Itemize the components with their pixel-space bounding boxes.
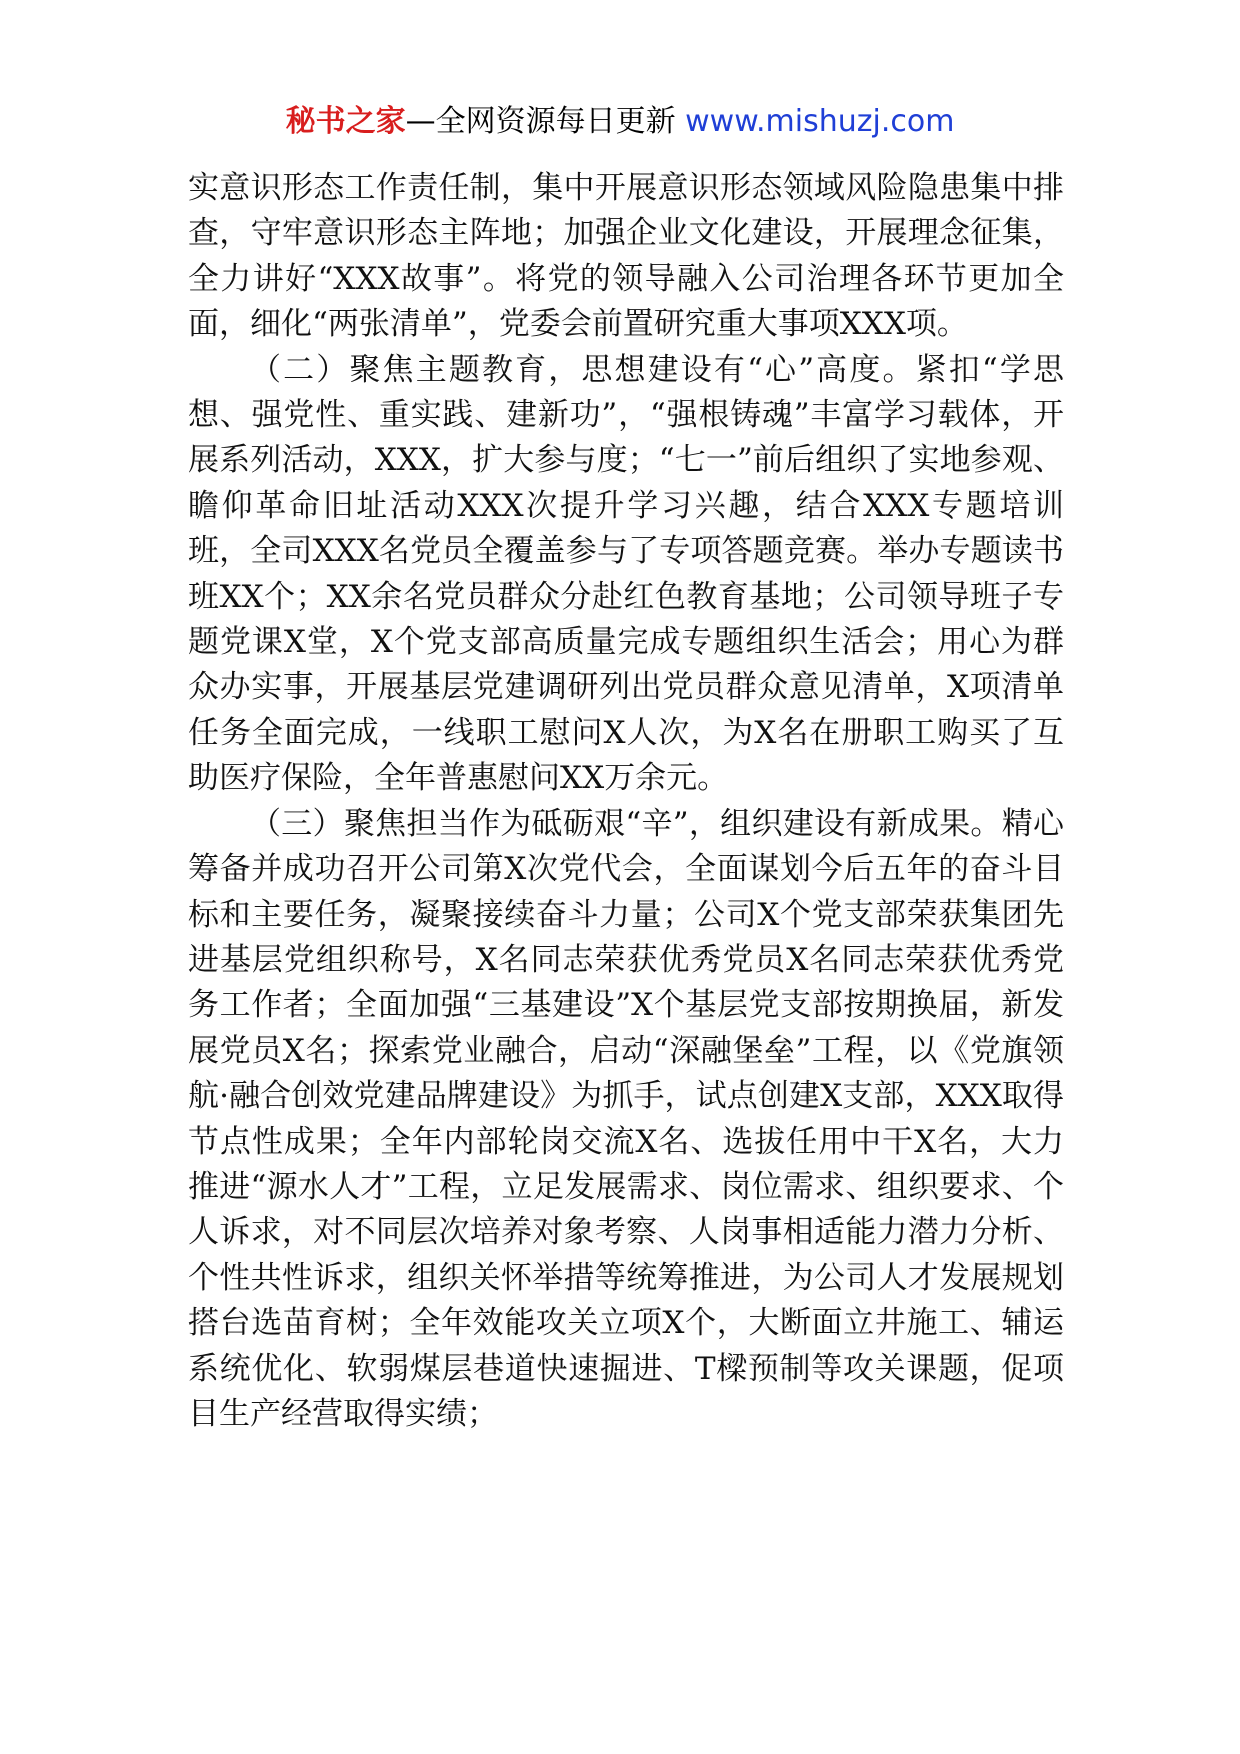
- document-body: [188, 166, 1064, 1437]
- site-brand: 秘书之家: [285, 104, 406, 139]
- site-slogan: —全网资源每日更新: [405, 104, 686, 139]
- paragraph-1: 实意识形态工作责任制，集中开展意识形态领域风险隐患集中排查，守牢意识形态主阵地；加强企业文化建设，开展理念征集，全力讲好“XXX故事”。将党的领导融入公司治理各环节更加全面，细化“两张清单”，党委会前置研究重大事项XXX项。: [188, 170, 1064, 343]
- paragraph-2: （二）聚焦主题教育，思想建设有“心”高度。紧扣“学思想、强党性、重实践、建新功”，“强根铸魂”丰富学习载体，开展系列活动，XXX，扩大参与度；“七一”前后组织了实地参观、瞻仰革命旧址活动XXX次提升学习兴趣，结合XXX专题培训班，全司XXX名党员全覆盖参与了专项答题竞赛。举办专题读书班XX个；XX余名党员群众分赴红色教育基地；公司领导班子专题党课X堂，X个党支部高质量完成专题组织生活会；用心为群众办实事，开展基层党建调研列出党员群众意见清单，X项清单任务全面完成，一线职工慰问X人次，为X名在册职工购买了互助医疗保险，全年普惠慰问XX万余元。: [188, 351, 1064, 797]
- paragraph-3: （三）聚焦担当作为砥砺艰“辛”，组织建设有新成果。精心筹备并成功召开公司第X次党代会，全面谋划今后五年的奋斗目标和主要任务，凝聚接续奋斗力量；公司X个党支部荣获集团先进基层党组织称号，X名同志荣获优秀党员X名同志荣获优秀党务工作者；全面加强“三基建设”X个基层党支部按期换届，新发展党员X名；探索党业融合，启动“深融堡垒”工程，以《党旗领航·融合创效党建品牌建设》为抓手，试点创建X支部，XXX取得节点性成果；全年内部轮岗交流X名、选拔任用中干X名，大力推进“源水人才”工程，立足发展需求、岗位需求、组织要求、个人诉求，对不同层次培养对象考察、人岗事相适能力潜力分析、个性共性诉求，组织关怀举措等统筹推进，为公司人才发展规划搭台选苗育树；全年效能攻关立项X个，大断面立井施工、辅运系统优化、软弱煤层巷道快速掘进、T樑预制等攻关课题，促项目生产经营取得实绩；: [188, 805, 1064, 1432]
- site-url-link[interactable]: www.mishuzj.com: [685, 104, 955, 139]
- site-header: [0, 102, 1240, 142]
